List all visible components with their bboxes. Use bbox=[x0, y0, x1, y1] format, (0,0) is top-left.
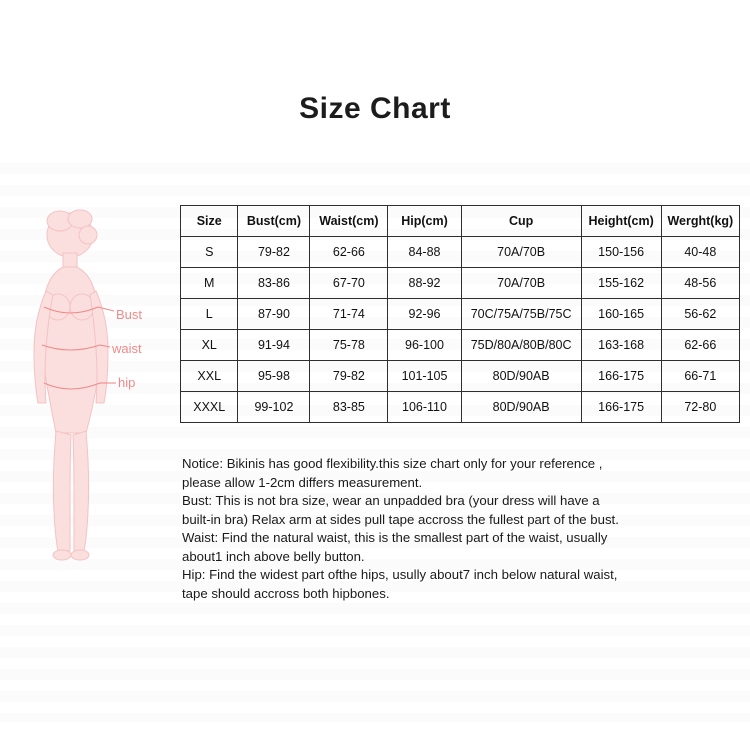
female-figure-icon bbox=[8, 195, 188, 575]
cell-cup: 70A/70B bbox=[461, 237, 581, 268]
cell-weight: 62-66 bbox=[661, 330, 739, 361]
cell-hip: 88-92 bbox=[388, 268, 461, 299]
table-header-bust: Bust(cm) bbox=[238, 206, 310, 237]
cell-weight: 66-71 bbox=[661, 361, 739, 392]
table-header-hip: Hip(cm) bbox=[388, 206, 461, 237]
cell-bust: 83-86 bbox=[238, 268, 310, 299]
cell-waist: 83-85 bbox=[310, 392, 388, 423]
cell-bust: 87-90 bbox=[238, 299, 310, 330]
cell-waist: 67-70 bbox=[310, 268, 388, 299]
cell-size: L bbox=[181, 299, 238, 330]
table-row bbox=[181, 330, 740, 361]
cell-height: 155-162 bbox=[581, 268, 661, 299]
cell-bust: 79-82 bbox=[238, 237, 310, 268]
cell-height: 166-175 bbox=[581, 361, 661, 392]
cell-cup: 70A/70B bbox=[461, 268, 581, 299]
notice-block bbox=[182, 455, 742, 603]
table-header-cup: Cup bbox=[461, 206, 581, 237]
page-title: Size Chart bbox=[299, 92, 451, 125]
body-illustration bbox=[8, 195, 188, 575]
cell-cup: 80D/90AB bbox=[461, 392, 581, 423]
table-row bbox=[181, 237, 740, 268]
cell-hip: 92-96 bbox=[388, 299, 461, 330]
cell-height: 160-165 bbox=[581, 299, 661, 330]
notice-line: please allow 1-2cm differs measurement. bbox=[182, 474, 423, 490]
cell-bust: 95-98 bbox=[238, 361, 310, 392]
cell-hip: 96-100 bbox=[388, 330, 461, 361]
notice-line: built-in bra) Relax arm at sides pull tape accross the fullest part of the bust. bbox=[182, 511, 619, 527]
cell-cup: 80D/90AB bbox=[461, 361, 581, 392]
table-row bbox=[181, 299, 740, 330]
cell-hip: 84-88 bbox=[388, 237, 461, 268]
size-table-wrapper bbox=[180, 205, 740, 423]
cell-hip: 106-110 bbox=[388, 392, 461, 423]
cell-height: 150-156 bbox=[581, 237, 661, 268]
cell-waist: 79-82 bbox=[310, 361, 388, 392]
cell-waist: 71-74 bbox=[310, 299, 388, 330]
figure-label-waist: waist bbox=[112, 341, 142, 356]
cell-weight: 48-56 bbox=[661, 268, 739, 299]
cell-hip: 101-105 bbox=[388, 361, 461, 392]
table-header-weight: Werght(kg) bbox=[661, 206, 739, 237]
cell-size: XXL bbox=[181, 361, 238, 392]
notice-line: Waist: Find the natural waist, this is the smallest part of the waist, usually bbox=[182, 530, 608, 545]
cell-waist: 75-78 bbox=[310, 330, 388, 361]
notice-line: about1 inch above belly button. bbox=[182, 548, 365, 564]
cell-weight: 72-80 bbox=[661, 392, 739, 423]
table-row bbox=[181, 392, 740, 423]
notice-line: Notice: Bikinis has good flexibility.this size chart only for your reference , bbox=[182, 456, 603, 471]
figure-label-bust: Bust bbox=[116, 307, 143, 322]
notice-line: Hip: Find the widest part ofthe hips, usully about7 inch below natural waist, bbox=[182, 567, 618, 582]
cell-bust: 91-94 bbox=[238, 330, 310, 361]
size-table bbox=[180, 205, 740, 423]
cell-bust: 99-102 bbox=[238, 392, 310, 423]
table-row bbox=[181, 268, 740, 299]
table-row bbox=[181, 361, 740, 392]
cell-size: XL bbox=[181, 330, 238, 361]
figure-label-hip: hip bbox=[118, 375, 136, 390]
table-header-row bbox=[181, 206, 740, 237]
notice-line: Bust: This is not bra size, wear an unpadded bra (your dress will have a bbox=[182, 493, 600, 508]
cell-weight: 40-48 bbox=[661, 237, 739, 268]
cell-height: 166-175 bbox=[581, 392, 661, 423]
cell-size: M bbox=[181, 268, 238, 299]
table-header-height: Height(cm) bbox=[581, 206, 661, 237]
notice-line: tape should accross both hipbones. bbox=[182, 585, 390, 601]
table-header-size: Size bbox=[181, 206, 238, 237]
table-header-waist: Waist(cm) bbox=[310, 206, 388, 237]
cell-cup: 70C/75A/75B/75C bbox=[461, 299, 581, 330]
cell-waist: 62-66 bbox=[310, 237, 388, 268]
cell-cup: 75D/80A/80B/80C bbox=[461, 330, 581, 361]
cell-weight: 56-62 bbox=[661, 299, 739, 330]
cell-size: XXXL bbox=[181, 392, 238, 423]
cell-height: 163-168 bbox=[581, 330, 661, 361]
cell-size: S bbox=[181, 237, 238, 268]
